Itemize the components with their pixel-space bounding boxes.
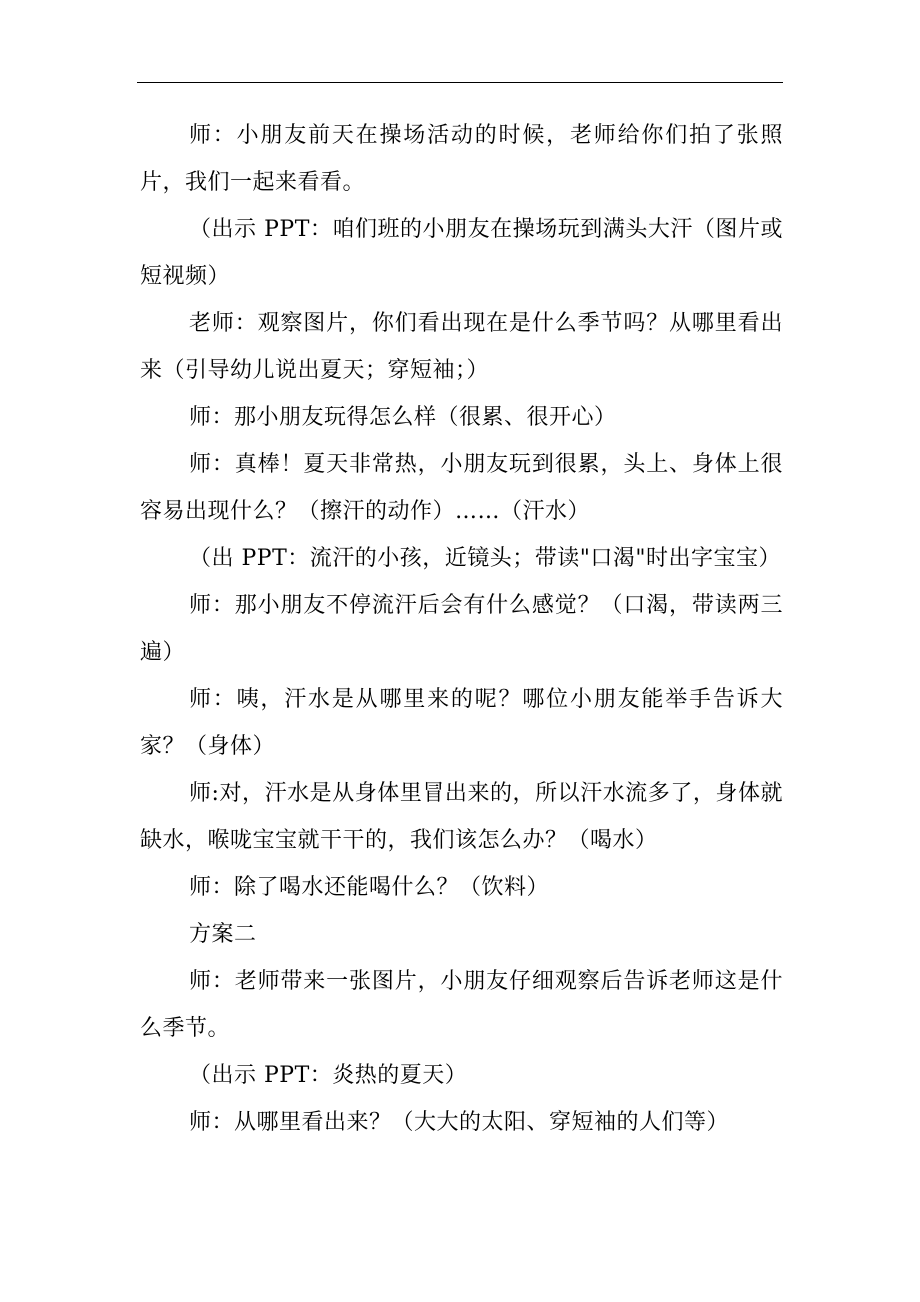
section-heading: 方案二 [189,922,257,947]
paragraph: 师：小朋友前天在操场活动的时候，老师给你们拍了张照片，我们一起来看看。 [140,123,783,195]
paragraph: 师：真棒！夏天非常热，小朋友玩到很累，头上、身体上很容易出现什么？（擦汗的动作）……（汗水） [140,452,783,524]
paragraph: 老师：观察图片，你们看出现在是什么季节吗？从哪里看出来（引导幼儿说出夏天；穿短袖；） [140,311,783,383]
header-rule [137,82,783,83]
paragraph: 师：那小朋友不停流汗后会有什么感觉？（口渴，带读两三遍） [140,593,783,665]
paragraph: （出 PPT：流汗的小孩，近镜头；带读"口渴"时出字宝宝） [189,546,782,571]
paragraph: 师:对，汗水是从身体里冒出来的，所以汗水流多了，身体就缺水，喉咙宝宝就干干的，我们该怎么办？（喝水） [140,781,783,853]
paragraph: 师：咦，汗水是从哪里来的呢？哪位小朋友能举手告诉大家？（身体） [140,687,783,759]
paragraph: 师：除了喝水还能喝什么？（饮料） [189,875,550,900]
paragraph: 师：那小朋友玩得怎么样（很累、很开心） [189,405,617,430]
document-body [140,112,783,1146]
paragraph: 师：从哪里看出来？（大大的太阳、穿短袖的人们等） [189,1110,730,1135]
paragraph: （出示 PPT：炎热的夏天） [189,1063,468,1088]
paragraph: 师：老师带来一张图片，小朋友仔细观察后告诉老师这是什么季节。 [140,969,783,1041]
paragraph: （出示 PPT：咱们班的小朋友在操场玩到满头大汗（图片或短视频） [140,217,783,289]
